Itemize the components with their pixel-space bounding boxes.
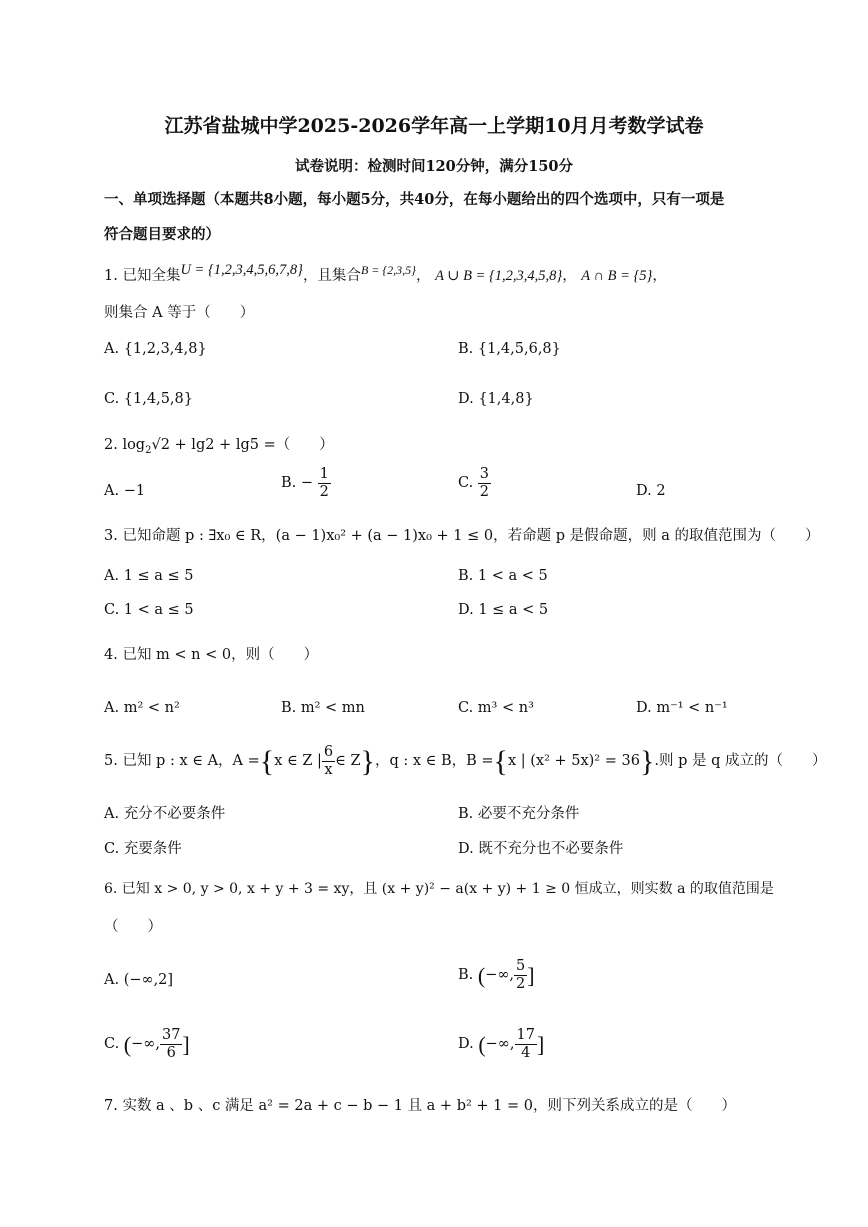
q5-option-c: C. 充要条件 [104,841,182,857]
q2-b-num: 1 [319,466,329,482]
page-title: 江苏省盐城中学2025-2026学年高一上学期10月月考数学试卷 [164,115,704,137]
q6-d-fraction [515,1027,537,1062]
question-6-stem-2: （ ） [104,919,162,935]
q6-b-open-paren: ( [477,963,486,988]
q5-text-c: .则 p 是 q 成立的（ ） [654,753,827,769]
q2-c-den: 2 [479,484,490,500]
question-1-stem-2: 则集合 A 等于（ ） [104,305,255,321]
q5-right-brace-b: } [639,745,655,778]
q6-option-c [104,1027,190,1062]
question-1-stem: 1. 已知全集U = {1,2,3,4,5,6,7,8}，且集合$^{B = \{2,3,5\}}$， A ∪ B = {1,2,3,4,5,8}， A ∩ B = {5}， [104,262,667,284]
q1-text-b: ，且集合 [302,268,361,284]
q2-option-b [281,466,331,501]
q2-option-c [458,466,491,501]
q6-option-a: A. (−∞,2] [104,972,174,988]
q6-c-fraction [160,1027,182,1062]
q3-option-a: A. 1 ≤ a ≤ 5 [104,568,194,584]
q5-set-b: x | (x² + 5x)² = 36 [507,753,640,769]
q6-c-close-bracket: ] [182,1032,190,1057]
q4-option-c: C. m³ < n³ [458,700,534,716]
q1-union: A ∪ B = {1,2,3,4,5,8} [435,268,563,284]
question-3-stem: 3. 已知命题 p : ∃x₀ ∈ R，(a − 1)x₀² + (a − 1)x₀ + 1 ≤ 0，若命题 p 是假命题，则 a 的取值范围为（ ） [104,528,820,544]
q3-option-c: C. 1 < a ≤ 5 [104,602,194,618]
q5-fraction [322,744,335,779]
q2-c-fraction [478,466,491,501]
q1-intersection: A ∩ B = {5} [581,268,653,284]
q5-frac-num: 6 [323,744,334,760]
question-2-stem: 2. $\log_2√2 + \lg 2 + \lg 5$ =（ ） [104,437,334,456]
q2-c-label: C. [458,475,474,491]
q5-right-brace-a: } [360,745,375,778]
q1-text-a: 1. 已知全集 [104,268,181,284]
q6-c-den: 6 [166,1045,176,1061]
q5-option-d: D. 既不充分也不必要条件 [458,841,624,857]
exam-instructions: 试卷说明：检测时间120分钟，满分150分 [294,158,574,175]
q6-d-den: 4 [521,1045,531,1061]
q6-b-den: 2 [516,976,526,992]
q6-b-fraction [514,958,527,993]
q2-b-fraction [318,466,331,501]
q1-set-b: B = {2,3,5} [360,263,416,277]
q4-option-a: A. m² < n² [104,700,180,716]
q6-d-label: D. [458,1036,474,1052]
q6-c-label: C. [104,1036,120,1052]
q5-set-a-tail: ∈ Z [335,753,361,769]
q1-option-a: A. {1,2,3,4,8} [104,341,207,357]
q6-d-num: 17 [516,1027,535,1043]
q6-b-head: −∞, [485,967,515,983]
q2-expression: √2 + lg2 + lg5 =（ ） [151,437,334,453]
q6-b-close-bracket: ] [527,963,535,988]
q2-c-num: 3 [479,466,490,482]
question-6-stem: 6. 已知 x > 0, y > 0, x + y + 3 = xy，且 (x + y)² − a(x + y) + 1 ≥ 0 恒成立，则实数 a 的取值范围是 [104,881,774,897]
q2-b-den: 2 [319,484,329,500]
q6-c-head: −∞, [131,1036,160,1052]
question-4-stem: 4. 已知 m < n < 0，则（ ） [104,647,319,663]
q5-left-brace-b: { [493,745,508,778]
question-7-stem: 7. 实数 a 、b 、c 满足 a² = 2a + c − b − 1 且 a + b² + 1 = 0，则下列关系成立的是（ ） [104,1098,736,1114]
q1-option-b: B. {1,4,5,6,8} [458,341,561,357]
q6-b-num: 5 [516,958,526,974]
q5-text-b: ，q : x ∈ B，B = [374,753,494,769]
q3-option-d: D. 1 ≤ a < 5 [458,602,549,618]
section-header-line1: 一、单项选择题（本题共8小题，每小题5分，共40分，在每小题给出的四个选项中，只有一项是 [104,191,725,208]
q4-option-b: B. m² < mn [281,700,365,716]
q3-option-b: B. 1 < a < 5 [458,568,548,584]
q6-d-open-paren: ( [478,1032,486,1057]
q5-left-brace-a: { [259,745,275,778]
q6-option-d [458,1027,544,1062]
q1-universal-set: U = {1,2,3,4,5,6,7,8} [180,262,303,278]
q1-option-c: C. {1,4,5,8} [104,391,193,407]
q2-log: 2. log [104,437,146,453]
q2-b-label: B. − [281,475,314,491]
q6-option-b [458,958,535,993]
q2-option-a: A. −1 [104,483,146,499]
question-5-stem [104,744,826,779]
q6-c-num: 37 [161,1027,181,1043]
q6-b-label: B. [458,967,474,983]
q2-option-d: D. 2 [636,483,666,499]
q5-text-a: 5. 已知 p : x ∈ A，A = [104,753,260,769]
section-header-line2: 符合题目要求的） [104,226,220,243]
q5-frac-den: x [324,762,333,778]
q6-c-open-paren: ( [123,1032,132,1057]
q6-d-head: −∞, [485,1036,515,1052]
q5-option-b: B. 必要不充分条件 [458,806,580,822]
q1-option-d: D. {1,4,8} [458,391,534,407]
q5-option-a: A. 充分不必要条件 [104,806,226,822]
q5-set-a: x ∈ Z | [274,753,322,769]
q6-d-close-bracket: ] [536,1032,545,1057]
q4-option-d: D. m⁻¹ < n⁻¹ [636,700,728,716]
